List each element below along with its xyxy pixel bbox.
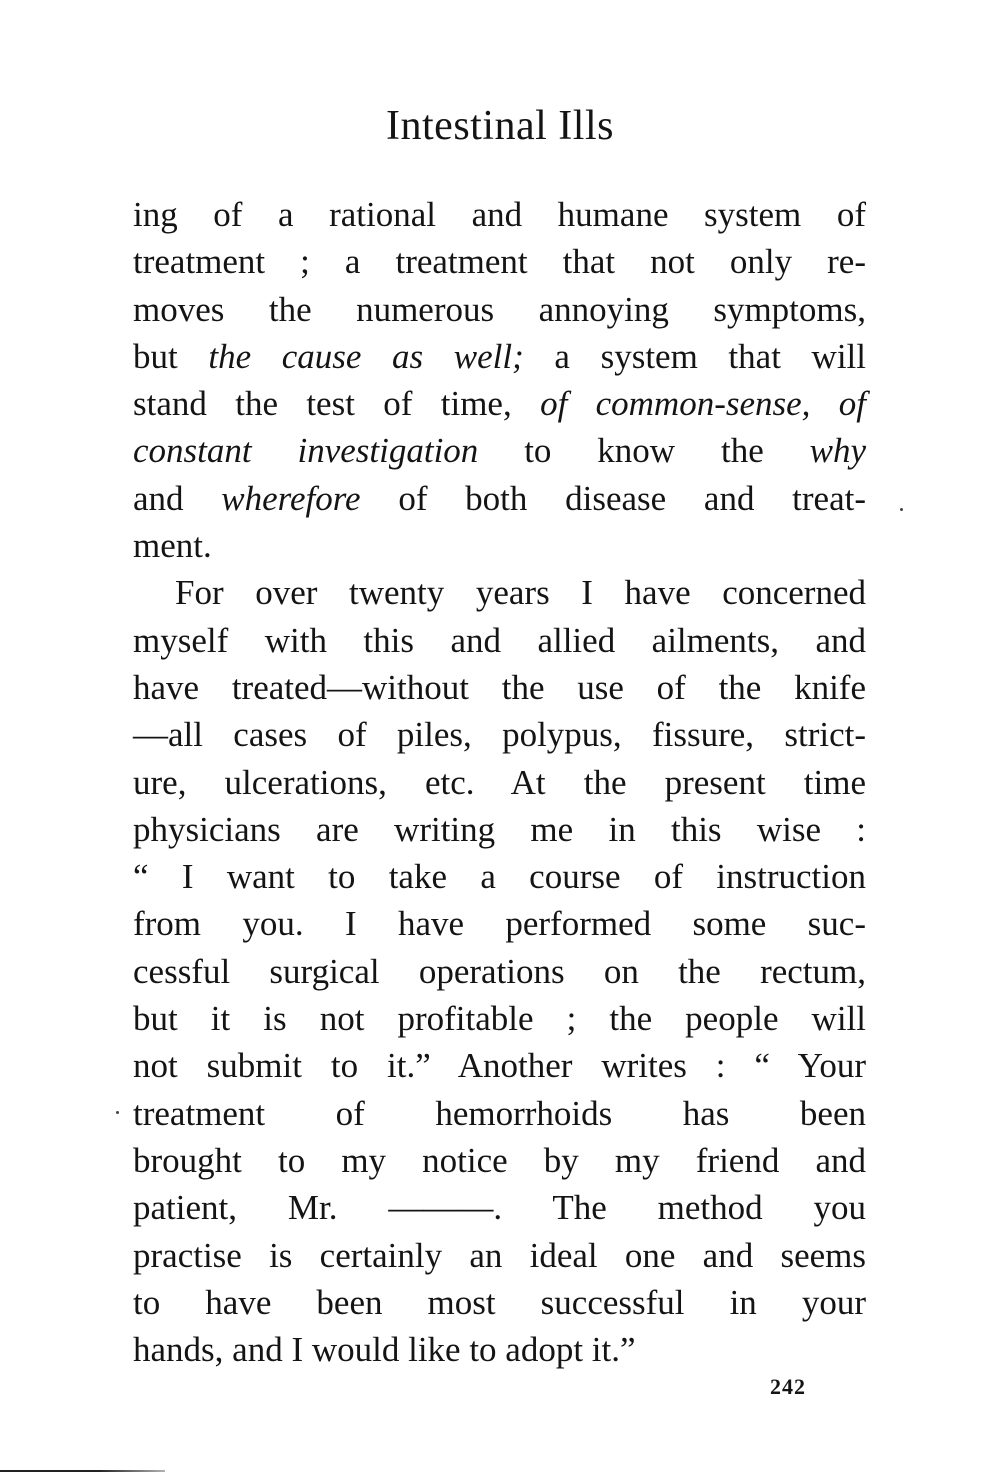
text-run: to know the [478, 431, 810, 471]
text-run: not submit to it.” Another writes : “ Your [133, 1046, 866, 1086]
italic-phrase: of common-sense, of [540, 384, 866, 424]
text-line [133, 569, 866, 616]
text-line [133, 427, 866, 474]
text-run: and [133, 478, 222, 518]
margin-speck [900, 508, 903, 511]
text-line [133, 711, 866, 758]
italic-phrase: the cause as well; [208, 336, 524, 376]
text-run: cessful surgical operations on the rectum, [133, 951, 866, 991]
text-run: For over twenty years I have concerned [175, 573, 866, 613]
text-line [133, 853, 866, 900]
text-run: stand the test of time, [133, 384, 541, 424]
text-run: moves the numerous annoying symptoms, [133, 289, 866, 329]
italic-phrase: constant investigation [133, 431, 479, 471]
body-text [133, 191, 866, 1373]
text-line [133, 238, 866, 285]
text-line [133, 1090, 866, 1137]
text-line [133, 522, 866, 569]
text-run: myself with this and allied ailments, and [133, 620, 866, 660]
text-run: a system that will [523, 336, 866, 376]
text-line [133, 475, 866, 522]
text-run: hands, and I would like to adopt it.” [133, 1330, 636, 1370]
text-run: from you. I have performed some suc- [133, 904, 866, 944]
text-line [133, 995, 866, 1042]
text-line [133, 286, 866, 333]
text-line [133, 380, 866, 427]
text-line [133, 948, 866, 995]
text-line [133, 617, 866, 664]
italic-phrase: why [809, 431, 866, 471]
text-run: of both disease and treat- [360, 478, 866, 518]
scan-edge-rule [0, 1470, 165, 1472]
margin-speck [116, 1111, 119, 1114]
text-line [133, 1326, 866, 1373]
text-run: physicians are writing me in this wise : [133, 809, 866, 849]
text-line [133, 664, 866, 711]
text-line [133, 191, 866, 238]
text-line [133, 900, 866, 947]
text-run: treatment of hemorrhoids has been [133, 1093, 866, 1133]
text-run: practise is certainly an ideal one and seems [133, 1235, 866, 1275]
text-line [133, 1279, 866, 1326]
text-run: brought to my notice by my friend and [133, 1140, 866, 1180]
text-run: ing of a rational and humane system of [133, 195, 866, 234]
text-run: to have been most successful in your [133, 1282, 866, 1322]
text-run: ment. [133, 526, 212, 566]
text-line [133, 759, 866, 806]
text-line [133, 1137, 866, 1184]
text-line [133, 333, 866, 380]
page-number: 242 [770, 1374, 806, 1399]
running-head: Intestinal Ills [386, 103, 614, 149]
text-run: “ I want to take a course of instruction [133, 857, 866, 897]
text-run: —all cases of piles, polypus, fissure, strict- [133, 715, 866, 755]
text-run: but it is not profitable ; the people will [133, 999, 866, 1039]
text-run: treatment ; a treatment that not only re- [133, 242, 866, 282]
italic-phrase: wherefore [221, 478, 361, 518]
text-line [133, 1042, 866, 1089]
text-run: patient, Mr. ———. The method you [133, 1188, 866, 1228]
text-line [133, 1184, 866, 1231]
text-line [133, 806, 866, 853]
text-run: ure, ulcerations, etc. At the present time [133, 762, 866, 802]
text-run: but [133, 336, 209, 376]
text-run: have treated—without the use of the knife [133, 667, 866, 707]
text-line [133, 1232, 866, 1279]
